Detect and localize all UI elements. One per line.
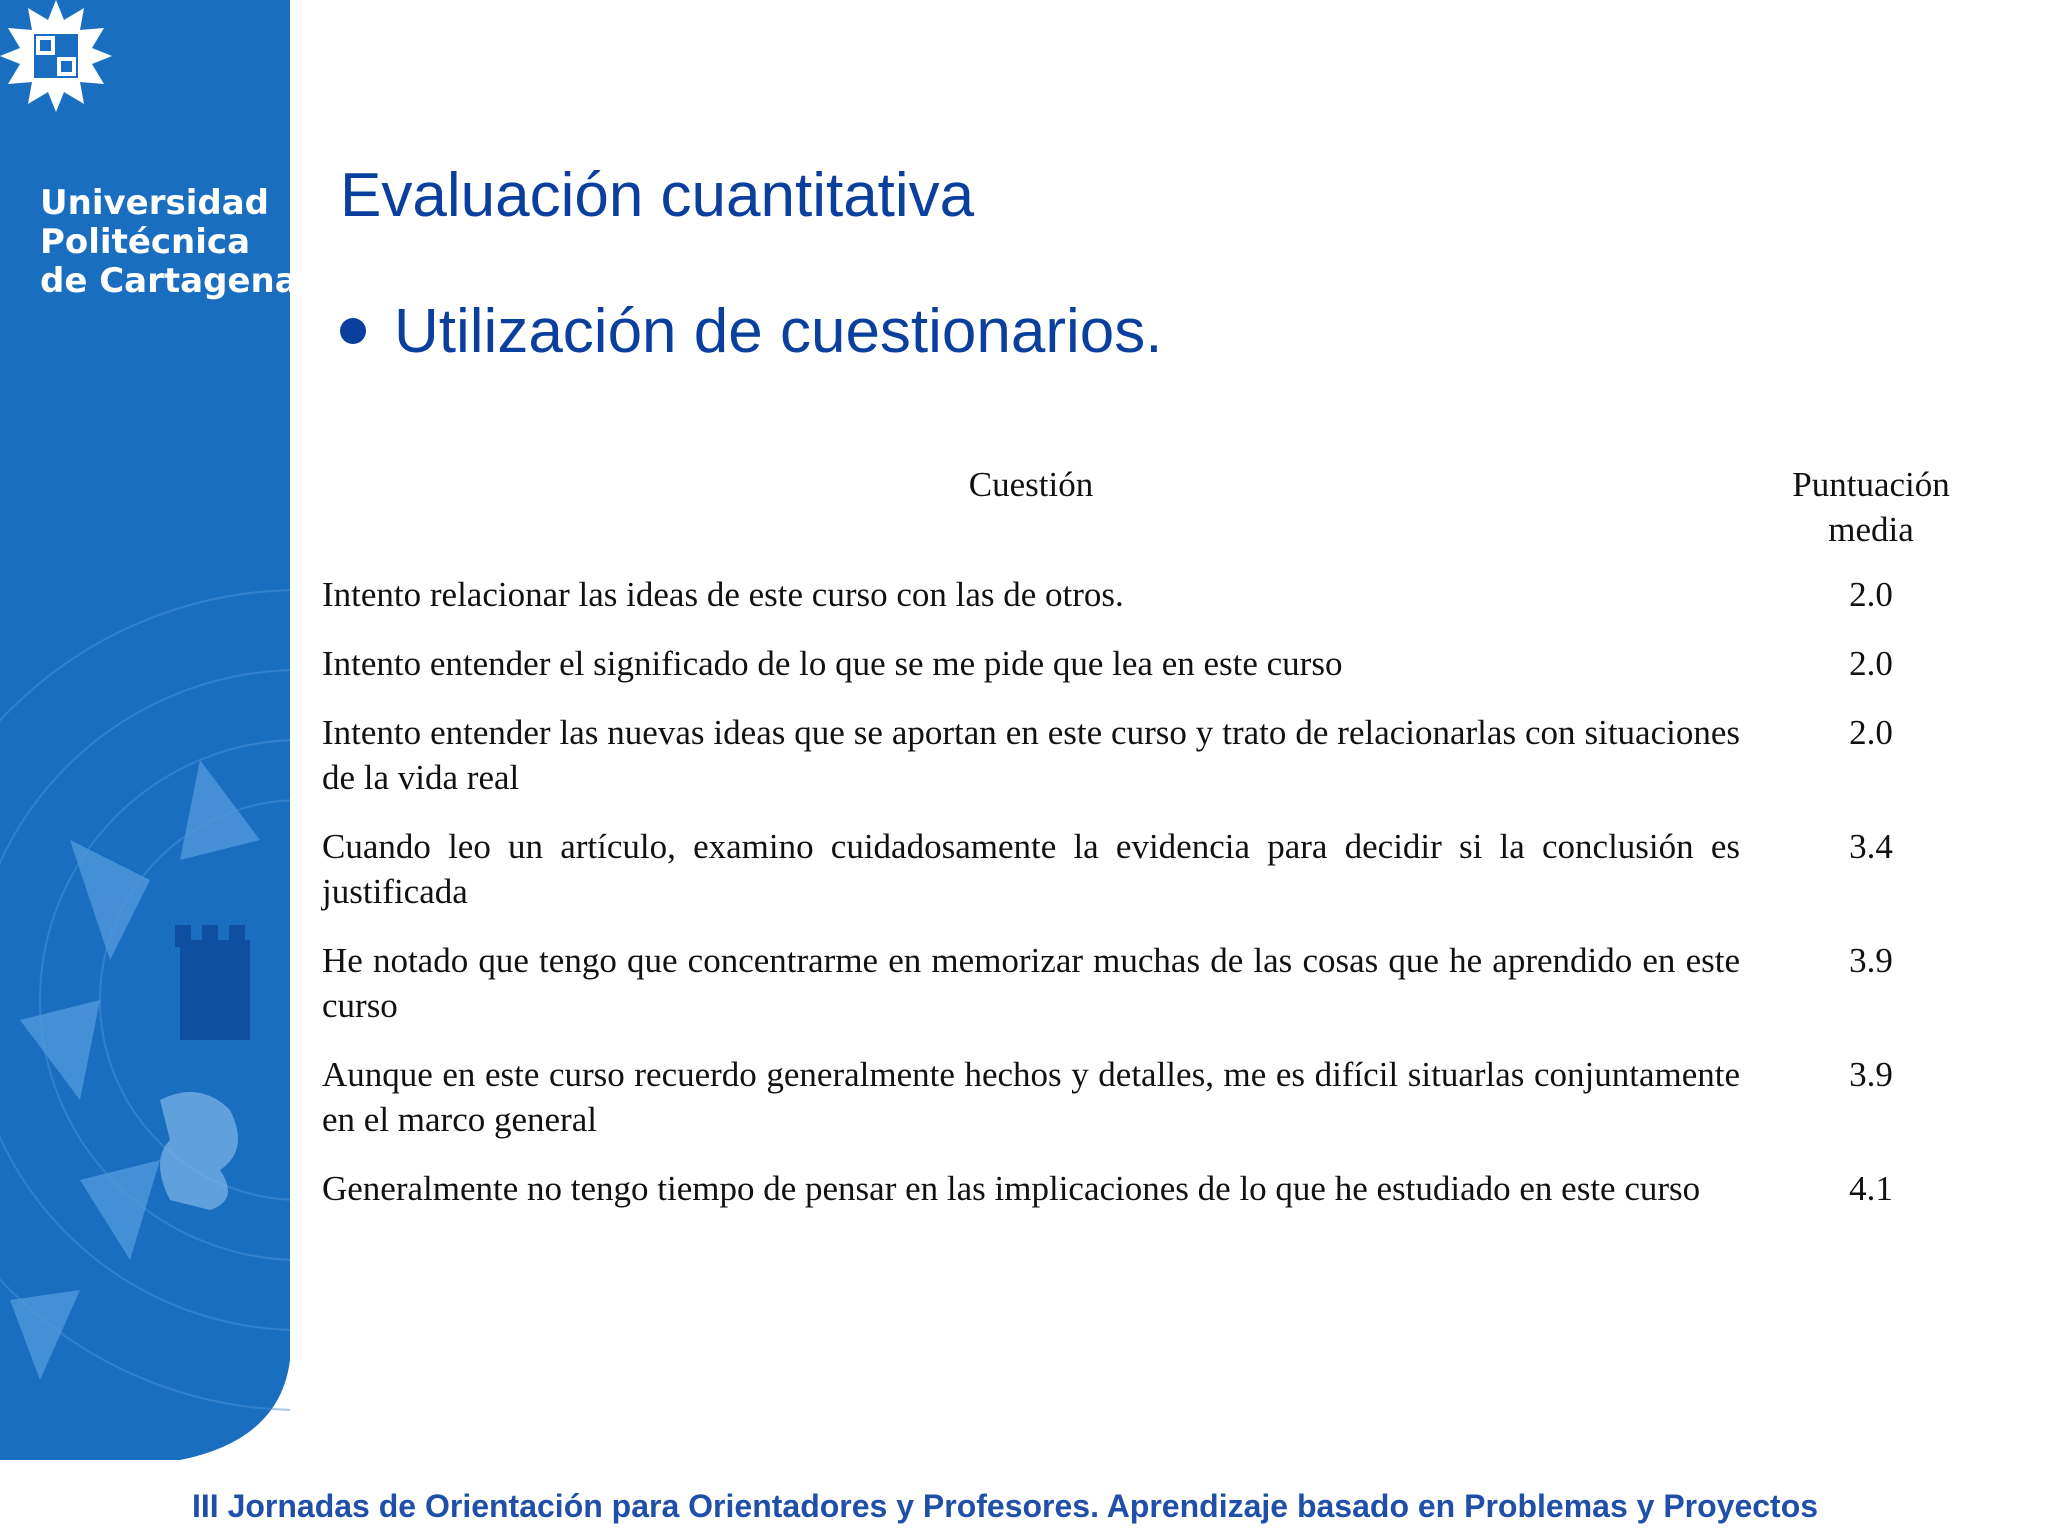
- question-cell: Cuando leo un artículo, examino cuidadosamente la evidencia para decidir si la conclusión es justificada: [322, 827, 1740, 911]
- university-name-line: Politécnica: [40, 222, 251, 262]
- university-name: [40, 183, 298, 301]
- table-header: [322, 462, 2002, 572]
- university-name-line: de Cartagena: [40, 261, 298, 301]
- table-row: [322, 938, 2002, 1028]
- table-row: [322, 1052, 2002, 1142]
- header-score: [1740, 462, 2002, 572]
- score-cell: 2.0: [1849, 713, 1893, 752]
- slide-title: Evaluación cuantitativa: [340, 161, 975, 230]
- table-row: [322, 641, 2002, 686]
- question-cell: Intento relacionar las ideas de este curso con las de otros.: [322, 575, 1124, 614]
- university-crest-icon: [0, 0, 112, 112]
- bullet-icon: [340, 318, 366, 344]
- question-cell: He notado que tengo que concentrarme en memorizar muchas de las cosas que he aprendido en este curso: [322, 941, 1740, 1025]
- question-cell: Intento entender las nuevas ideas que se aportan en este curso y trato de relacionarlas con situaciones de la vida real: [322, 713, 1740, 797]
- table-row: [322, 1166, 2002, 1211]
- header-score-line: Puntuación: [1792, 465, 1950, 504]
- question-cell: Aunque en este curso recuerdo generalmente hechos y detalles, me es difícil situarlas conjuntamente en el marco general: [322, 1055, 1740, 1139]
- university-name-line: Universidad: [40, 183, 269, 223]
- question-cell: Intento entender el significado de lo que se me pide que lea en este curso: [322, 644, 1343, 683]
- bullet-point: [340, 294, 1163, 368]
- header-score-line: media: [1828, 510, 1914, 549]
- score-cell: 3.9: [1849, 1055, 1893, 1094]
- score-cell: 2.0: [1849, 575, 1893, 614]
- header-question: Cuestión: [968, 465, 1094, 504]
- bullet-text: Utilización de cuestionarios.: [394, 296, 1163, 366]
- table-row: [322, 572, 2002, 617]
- survey-table: [322, 462, 2002, 1235]
- question-cell: Generalmente no tengo tiempo de pensar en las implicaciones de lo que he estudiado en este curso: [322, 1169, 1701, 1208]
- lion-icon: [160, 1092, 238, 1210]
- table-row: [322, 710, 2002, 800]
- castle-icon: [175, 925, 250, 1040]
- score-cell: 3.4: [1849, 827, 1893, 866]
- score-cell: 2.0: [1849, 644, 1893, 683]
- score-cell: 3.9: [1849, 941, 1893, 980]
- footer-text: III Jornadas de Orientación para Orientadores y Profesores. Aprendizaje basado en Problemas y Proyectos: [192, 1488, 1819, 1524]
- score-cell: 4.1: [1849, 1169, 1893, 1208]
- table-row: [322, 824, 2002, 914]
- sidebar-banner: [0, 0, 298, 1536]
